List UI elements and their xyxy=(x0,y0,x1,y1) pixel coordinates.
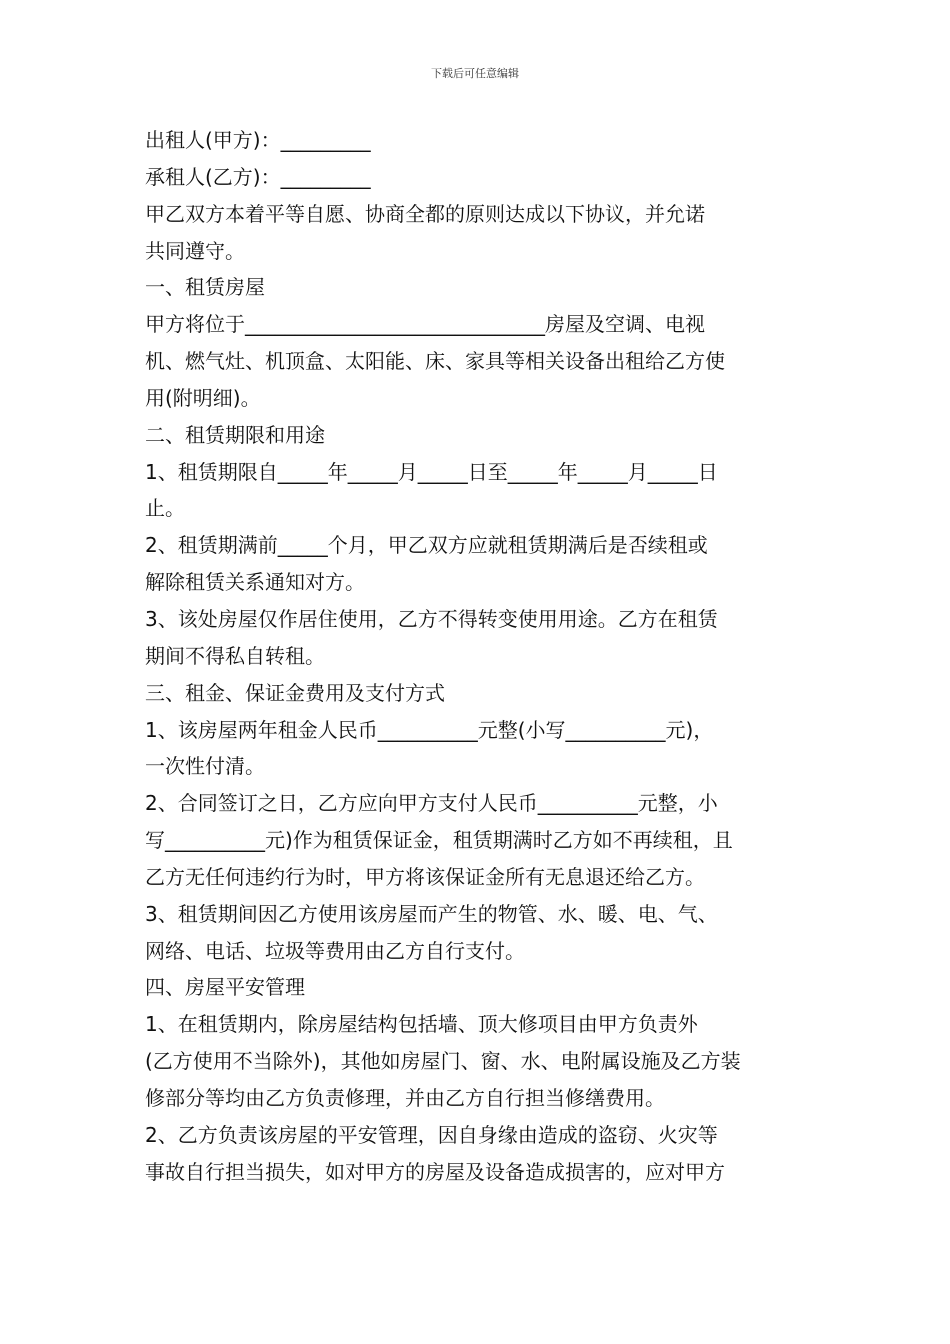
paragraph-line: 2、租赁期满前_____个月，甲乙双方应就租赁期满后是否续租或 xyxy=(145,533,708,558)
paragraph-line: 用(附明细)。 xyxy=(145,385,261,410)
section-heading: 三、租金、保证金费用及支付方式 xyxy=(145,680,445,705)
lessor-line: 出租人(甲方)：_________ xyxy=(145,128,371,152)
lessee-line: 承租人(乙方)：_________ xyxy=(145,164,371,189)
page-header: 下载后可任意编辑 xyxy=(431,67,519,80)
paragraph-line: 共同遵守。 xyxy=(145,238,245,263)
paragraph-line: 止。 xyxy=(145,496,185,521)
paragraph-line: 机、燃气灶、机顶盒、太阳能、床、家具等相关设备出租给乙方使 xyxy=(145,349,725,374)
paragraph-line: 1、在租赁期内，除房屋结构包括墙、顶大修项目由甲方负责外 xyxy=(145,1012,698,1037)
contract-body xyxy=(145,122,805,1190)
paragraph-line: 3、租赁期间因乙方使用该房屋而产生的物管、水、暖、电、气、 xyxy=(145,901,718,926)
paragraph-line: 3、该处房屋仅作居住使用，乙方不得转变使用用途。乙方在租赁 xyxy=(145,606,718,631)
paragraph-line: 1、该房屋两年租金人民币__________元整(小写__________元)， xyxy=(145,717,714,742)
paragraph-line: 2、乙方负责该房屋的平安管理，因自身缘由造成的盗窃、火灾等 xyxy=(145,1122,718,1147)
paragraph-line: 1、租赁期限自_____年_____月_____日至_____年_____月_____日 xyxy=(145,459,718,484)
paragraph-line: 一次性付清。 xyxy=(145,754,265,779)
paragraph-line: 乙方无任何违约行为时，甲方将该保证金所有无息退还给乙方。 xyxy=(145,864,705,889)
paragraph-line: 2、合同签订之日，乙方应向甲方支付人民币__________元整，小 xyxy=(145,791,718,816)
paragraph-line: 写__________元)作为租赁保证金，租赁期满时乙方如不再续租，且 xyxy=(145,828,733,853)
paragraph-line: 修部分等均由乙方负责修理，并由乙方自行担当修缮费用。 xyxy=(145,1085,665,1110)
paragraph-line: 解除租赁关系通知对方。 xyxy=(145,570,365,595)
paragraph-line: 期间不得私自转租。 xyxy=(145,643,325,668)
section-heading: 一、租赁房屋 xyxy=(145,275,265,300)
paragraph-line: (乙方使用不当除外)，其他如房屋门、窗、水、电附属设施及乙方装 xyxy=(145,1049,741,1074)
section-heading: 二、租赁期限和用途 xyxy=(145,422,325,447)
paragraph-line: 事故自行担当损失，如对甲方的房屋及设备造成损害的，应对甲方 xyxy=(145,1159,725,1184)
section-heading: 四、房屋平安管理 xyxy=(145,975,305,1000)
paragraph-line: 甲方将位于______________________________房屋及空调、电视 xyxy=(145,312,705,337)
paragraph-line: 网络、电话、垃圾等费用由乙方自行支付。 xyxy=(145,938,525,963)
paragraph-line: 甲乙双方本着平等自愿、协商全都的原则达成以下协议，并允诺 xyxy=(145,201,705,226)
